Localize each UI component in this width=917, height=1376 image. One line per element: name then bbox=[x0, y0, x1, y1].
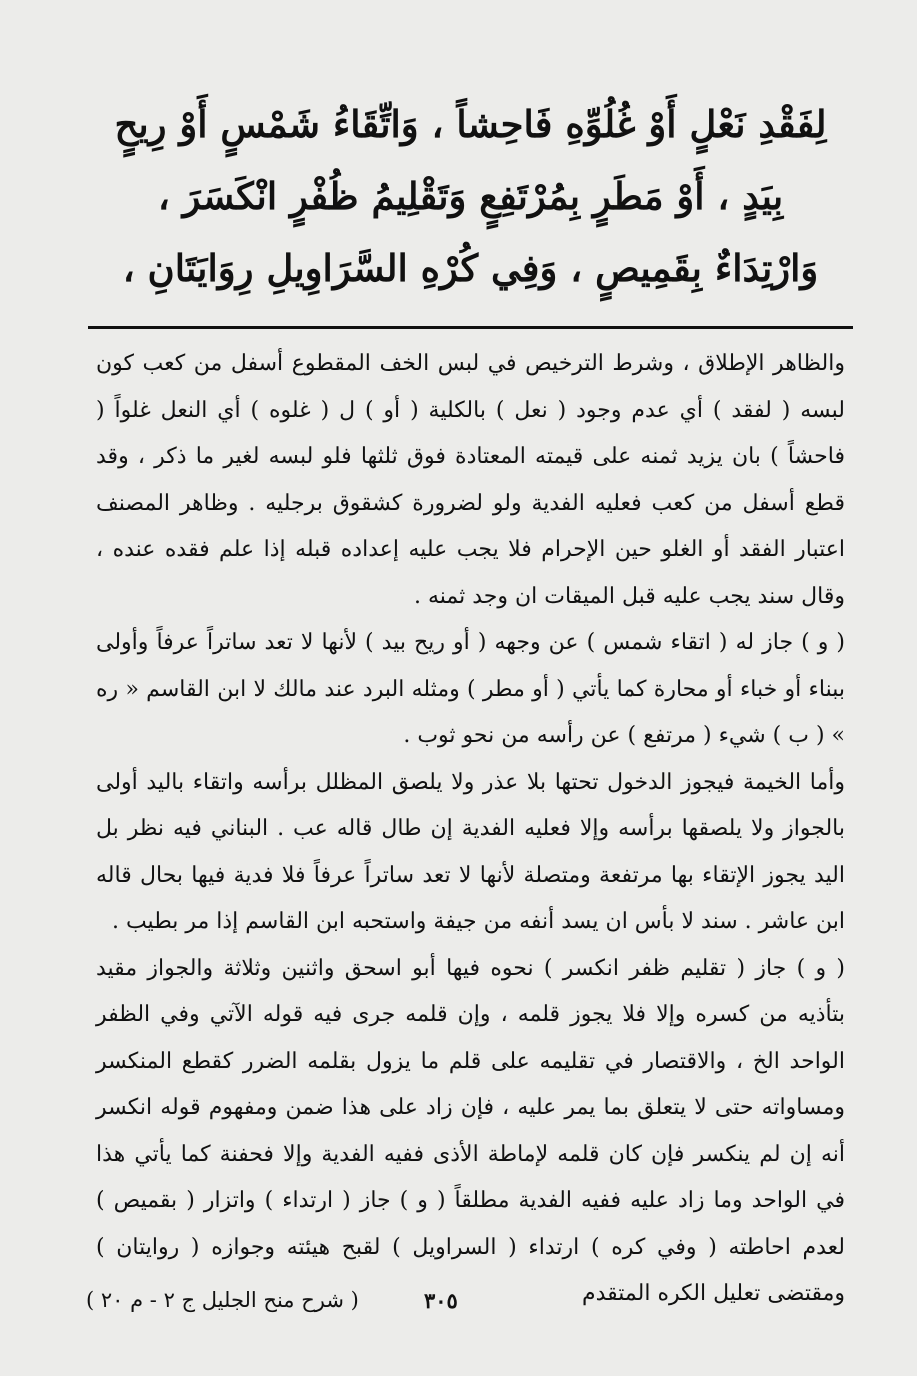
book-reference: ( شرح منح الجليل ج ٢ - م ٢٠ ) bbox=[86, 1288, 359, 1312]
commentary-body bbox=[96, 341, 845, 1318]
commentary-paragraph: والظاهر الإطلاق ، وشرط الترخيص في لبس الخف المقطوع أسفل من كعب كون لبسه ( لفقد ) أي عدم وجود ( نعل ) بالكلية ( أو ) ل ( غلوه ) أي النعل غلواً ( فاحشاً ) بان يزيد ثمنه على قيمته المعتادة فوق ثلثها فلو لبسه لغير ما ذكر ، وقد قطع أسفل من كعب فعليه الفدية ولو لضرورة كشقوق برجليه . وظاهر المصنف اعتبار الفقد أو الغلو حين الإحرام فلا يجب عليه إعداده قبله إذا علم فقده عنده ، وقال سند يجب عليه قبل الميقات ان وجد ثمنه . bbox=[96, 351, 845, 609]
commentary-paragraph: وأما الخيمة فيجوز الدخول تحتها بلا عذر ولا يلصق المظلل برأسه واتقاء باليد أولى بالجواز ولا يلصقها برأسه وإلا فعليه الفدية إن طال قاله عب . البناني فيه نظر بل اليد يجوز الإتقاء بها مرتفعة ومتصلة لأنها لا تعد ساتراً عرفاً فلا فدية فيها بحال قاله ابن عاشر . سند لا بأس ان يسد أنفه من جيفة واستحبه ابن القاسم إذا مر بطيب . bbox=[96, 769, 845, 934]
page-number: ٣٠٥ bbox=[424, 1288, 458, 1313]
separator-rule bbox=[88, 326, 853, 329]
commentary-paragraph: ( و ) جاز له ( اتقاء شمس ) عن وجهه ( أو ريح بيد ) لأنها لا تعد ساتراً عرفاً وأولى ببناء أو خباء أو محارة كما يأتي ( أو مطر ) ومثله البرد عند مالك لا ابن القاسم « ره » ( ب ) شيء ( مرتفع ) عن رأسه من نحو ثوب . bbox=[96, 630, 845, 748]
matn-text: لِفَقْدِ نَعْلٍ أَوْ غُلُوِّهِ فَاحِشاً ، وَاتِّقَاءُ شَمْسٍ أَوْ رِيحٍ بِيَدٍ ، أَوْ مَطَرٍ بِمُرْتَفِعٍ وَتَقْلِيمُ ظُفْرٍ انْكَسَرَ ، وَارْتِدَاءٌ بِقَمِيصٍ ، وَفِي كُرْهِ السَّرَاوِيلِ رِوَايَتَانِ ، bbox=[114, 102, 827, 290]
page-footer bbox=[86, 1288, 831, 1328]
commentary-paragraph: ( و ) جاز ( تقليم ظفر انكسر ) نحوه فيها أبو اسحق واثنين وثلاثة والجواز مقيد بتأذيه من كسره وإلا فلا يجوز قلمه ، وإن قلمه جرى فيه قوله الآتي وفي الظفر الواحد الخ ، والاقتصار في تقليمه على قلم ما يزول بقلمه الضرر كقطع المنكسر ومساواته حتى لا يتعلق بما يمر عليه ، فإن زاد على هذا ضمن ومفهوم قوله انكسر أنه إن لم ينكسر فإن كان قلمه لإماطة الأذى ففيه الفدية وإلا فحفنة كما يأتي هذا في الواحد وما زاد عليه ففيه الفدية مطلقاً ( و ) جاز ( ارتداء ) واتزار ( بقميص ) لعدم احاطته ( وفي كره ) ارتداء ( السراويل ) لقبح هيئته وجوازه ( روايتان ) ومقتضى تعليل الكره المتقدم bbox=[96, 955, 845, 1306]
